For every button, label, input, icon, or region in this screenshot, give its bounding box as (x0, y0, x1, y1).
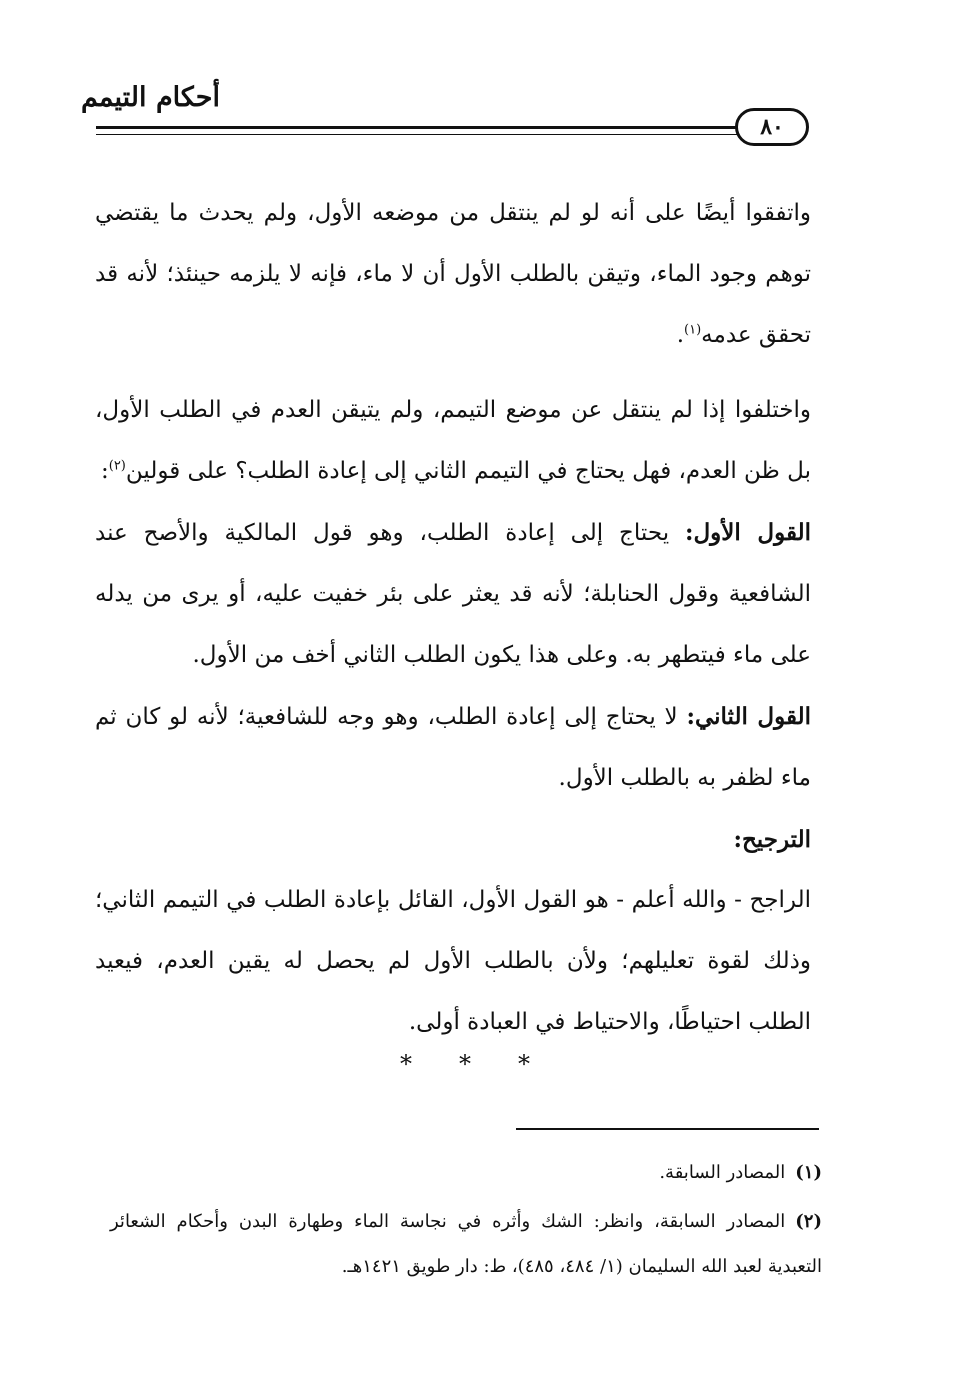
header-rule-thick (96, 126, 742, 129)
header-rule-thin (96, 134, 742, 135)
footnote-ref-1: (١) (684, 322, 702, 338)
paragraph-1: واتفقوا أيضًا على أنه لو لم ينتقل من موضعه الأول، ولم يحدث ما يقتضي توهم وجود الماء، وتيقن بالطلب الأول أن لا ماء، فإنه لا يلزمه حينئذ؛ لأنه قد تحقق عدمه$^{(١)}$. (95, 200, 811, 348)
main-text (95, 183, 811, 1053)
separator-star: * (459, 1050, 471, 1078)
opinion-1-label: القول الأول: (684, 519, 812, 546)
opinion-2: القول الثاني: لا يحتاج إلى إعادة الطلب، وهو وجه للشافعية؛ لأنه لو كان ثم ماء لظفر به بالطلب الأول. (95, 703, 811, 791)
footnote-2: (٢)المصادر السابقة، وانظر: الشك وأثره في نجاسة الماء وطهارة البدن وأحكام الشعائر التعبدية لعبد الله السليمان (١/ ٤٨٤، ٤٨٥)، ط: دار طويق ١٤٢١هـ. (110, 1211, 822, 1277)
footnote-1: (١)المصادر السابقة. (659, 1162, 822, 1183)
paragraph-2: واختلفوا إذا لم ينتقل عن موضع التيمم، ولم يتيقن العدم في الطلب الأول، بل ظن العدم، فهل يحتاج في التيمم الثاني إلى إعادة الطلب؟ على قولين$^{(٢)}$: (95, 397, 811, 484)
tarjih-paragraph: الراجح - والله أعلم - هو القول الأول، القائل بإعادة الطلب في التيمم الثاني؛ وذلك لقوة تعليلهم؛ ولأن بالطلب الأول لم يحصل له يقين العدم، فيعيد الطلب احتياطًا، والاحتياط في العبادة أولى. (95, 887, 811, 1035)
footnote-ref-2: (٢) (108, 458, 126, 474)
footnotes (110, 1150, 822, 1293)
separator-star: * (400, 1050, 412, 1078)
footnote-divider (516, 1128, 819, 1130)
opinion-1: القول الأول: يحتاج إلى إعادة الطلب، وهو قول المالكية والأصح عند الشافعية وقول الحنابلة؛ لأنه قد يعثر على بئر خفيت عليه، أو يرى من يدله على ماء فيتطهر به. وعلى هذا يكون الطلب الثاني أخف من الأول. (95, 519, 812, 668)
tarjih-heading: الترجيح: (733, 826, 811, 853)
section-separator (400, 1050, 530, 1078)
opinion-2-label: القول الثاني: (686, 703, 811, 730)
separator-star: * (518, 1050, 530, 1078)
running-header-title: أحكام التيمم (80, 82, 220, 113)
page-number: ٨٠ (735, 108, 809, 146)
